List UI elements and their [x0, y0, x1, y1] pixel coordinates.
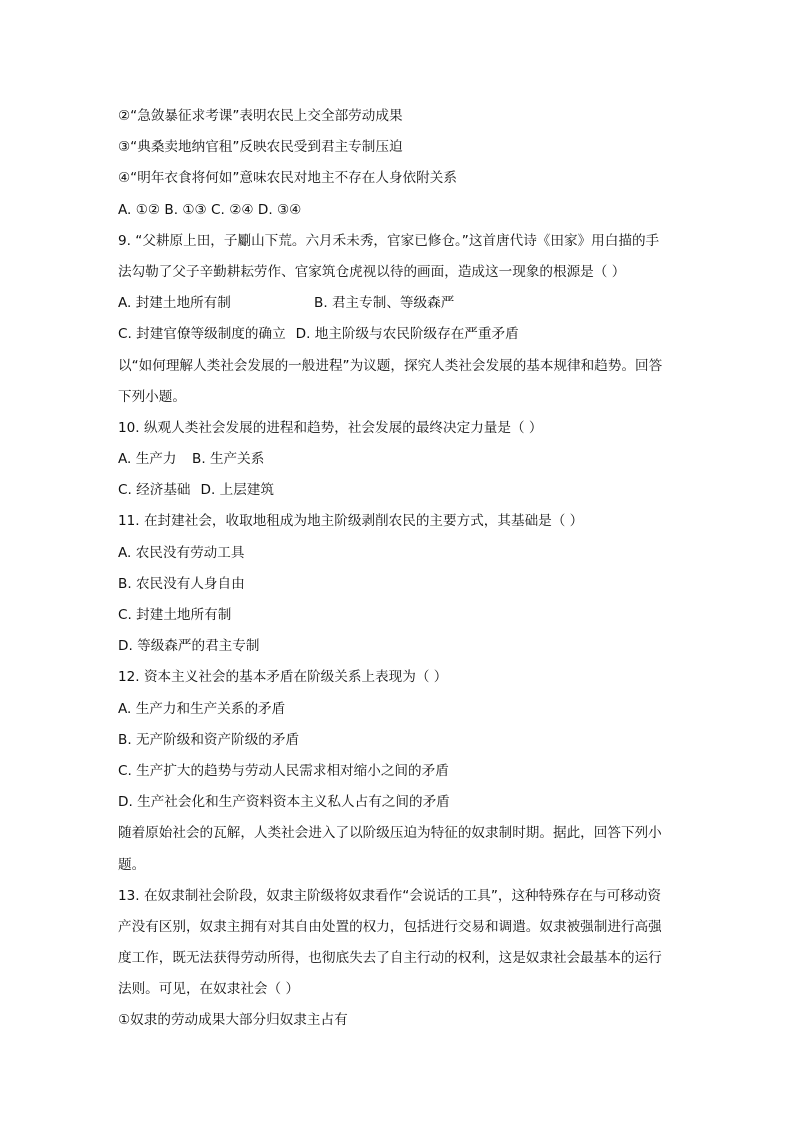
q9-stem-line-1: 9. “父耕原上田，子劚山下荒。六月禾未秀，官家已修仓。”这首唐代诗《田家》用白描的手	[118, 232, 660, 249]
q10-stem: 10. 纵观人类社会发展的进程和趋势，社会发展的最终决定力量是（ ）	[118, 419, 543, 436]
q9-stem-line-2: 法勾勒了父子辛勤耕耘劳作、官家筑仓虎视以待的画面，造成这一现象的根源是（ ）	[118, 263, 626, 280]
q10-option-d: D. 上层建筑	[200, 482, 274, 499]
q8-statement-2: ②“急敛暴征求考课”表明农民上交全部劳动成果	[118, 108, 403, 124]
q13-stem-line-2: 产没有区别，奴隶主拥有对其自由处置的权力，包括进行交易和调遣。奴隶被强制进行高强	[118, 918, 662, 935]
q9-options-row-2	[118, 319, 678, 350]
q13-stem-line-4: 法则。可见，在奴隶社会（ ）	[118, 981, 300, 998]
q9-option-d: D. 地主阶级与农民阶级存在严重矛盾	[295, 326, 519, 343]
q13-stem-line-3: 度工作，既无法获得劳动所得，也彻底失去了自主行动的权利，这是奴隶社会最基本的运行	[118, 950, 662, 967]
q8-statement-3: ③“典桑卖地纳官租”反映农民受到君主专制压迫	[118, 139, 403, 156]
q11-option-d: D. 等级森严的君主专制	[118, 638, 260, 655]
q11-stem: 11. 在封建社会，收取地租成为地主阶级剥削农民的主要方式，其基础是（ ）	[118, 513, 584, 530]
intro-2-line-2: 题。	[118, 856, 146, 873]
q12-stem: 12. 资本主义社会的基本矛盾在阶级关系上表现为（ ）	[118, 669, 448, 686]
q12-option-c: C. 生产扩大的趋势与劳动人民需求相对缩小之间的矛盾	[118, 762, 449, 779]
q11-option-a: A. 农民没有劳动工具	[118, 544, 245, 561]
q12-option-a: A. 生产力和生产关系的矛盾	[118, 700, 286, 717]
intro-1-line-1: 以“如何理解人类社会发展的一般进程”为议题，探究人类社会发展的基本规律和趋势。回答	[118, 357, 663, 374]
q10-option-a: A. 生产力	[118, 451, 177, 468]
q8-statement-4: ④“明年衣食将何如”意味农民对地主不存在人身依附关系	[118, 170, 457, 187]
q9-options-row-1	[118, 288, 678, 319]
intro-1-line-2: 下列小题。	[118, 388, 186, 405]
q10-options-row-1	[118, 444, 678, 475]
q11-option-c: C. 封建土地所有制	[118, 607, 232, 623]
q10-option-b: B. 生产关系	[192, 451, 265, 468]
exam-page	[118, 101, 678, 1037]
q12-option-d: D. 生产社会化和生产资料资本主义私人占有之间的矛盾	[118, 794, 450, 811]
q9-option-c: C. 封建官僚等级制度的确立	[118, 326, 286, 343]
q13-stem-line-1: 13. 在奴隶制社会阶段，奴隶主阶级将奴隶看作“会说话的工具”，这种特殊存在与可移动资	[118, 887, 661, 904]
q9-option-b: B. 君主专制、等级森严	[314, 295, 455, 312]
q9-option-a: A. 封建土地所有制	[118, 295, 231, 312]
q8-options: A. ①② B. ①③ C. ②④ D. ③④	[118, 201, 302, 218]
q11-option-b: B. 农民没有人身自由	[118, 575, 245, 592]
q13-statement-1: ①奴隶的劳动成果大部分归奴隶主占有	[118, 1012, 348, 1029]
q10-options-row-2	[118, 475, 678, 506]
intro-2-line-1: 随着原始社会的瓦解，人类社会进入了以阶级压迫为特征的奴隶制时期。据此，回答下列小	[118, 825, 662, 842]
q12-option-b: B. 无产阶级和资产阶级的矛盾	[118, 731, 300, 748]
q10-option-c: C. 经济基础	[118, 482, 191, 499]
